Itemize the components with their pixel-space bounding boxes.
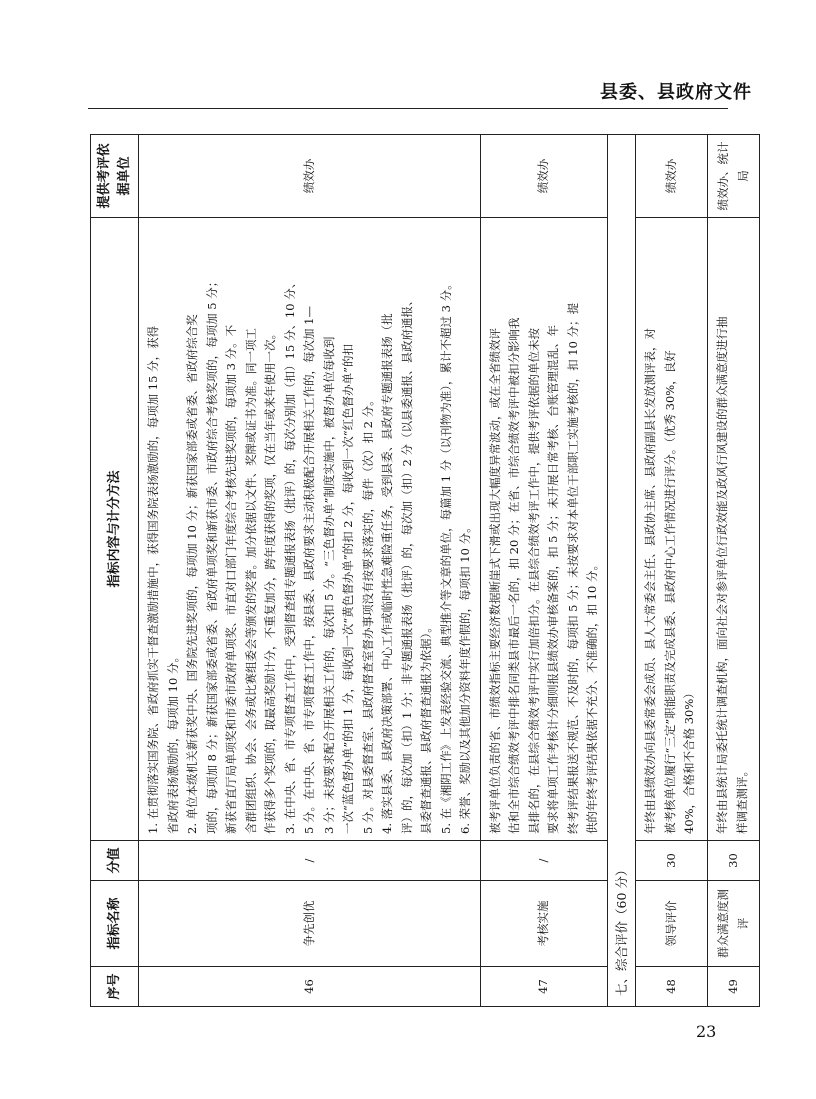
content-line: 项的，每项加 8 分；新获国家部委或省委、省政府单项奖和新获市委、市政府综合考核奖项的，每项加 5 分； [204,275,219,834]
page-header: 县委、县政府文件 [600,82,752,103]
rotated-table-container [90,135,750,1007]
content-line: 5 分。在中央、省、市专项督查工作中，按县委、县政府要求主动积极配合开展相关工作的，每次加 1— [302,306,316,834]
table-row [636,135,708,1007]
row-content [480,218,607,841]
row-seq: 49 [708,967,760,1007]
section-row [607,135,636,1007]
header-seq: 序号 [91,967,139,1007]
content-line: 县委督查通报、县政府督查通报为依据）。 [419,621,433,834]
section-label: 七、综合评价（60 分） [607,135,636,1007]
row-unit: 绩效办 [480,135,607,218]
content-line: 要求将单项工作考核计分细则报县绩效办审核备案的，扣 5 分；未开展日常考核、台账管理混乱、年 [546,324,560,834]
table-row [480,135,607,1007]
row-name: 考核实施 [480,881,607,967]
header-unit: 提供考评依据单位 [91,135,139,218]
row-content [708,218,760,841]
header-score: 分值 [91,841,139,881]
content-line: 5. 在《湘阴工作》上发表经验交流、典型推介等文章的单位，每篇加 1 分（以刊物为准），累计不超过 3 分。 [438,278,453,834]
content-line: 县排名的，在县综合绩效考评中实行加倍扣分。在县综合绩效考评工作中，提供考评依据的单位未按 [526,328,541,834]
page-number: 23 [696,1022,717,1041]
content-line: 含群团组织、协会、会务或比赛组委会等颁发的奖誉。加分依据以文件、奖牌或证书为准。同一项工 [243,328,258,834]
content-line: 作获得多个奖项的，取最高奖励计分，不重复加分，跨年度获得的奖项，仅在当年或来年使用一次。 [263,328,277,834]
content-line: 评）的，每次加（扣）1 分；非专题通报表扬（批评）的，每次加（扣）2 分（以县委通报、县政府通报、 [399,294,414,834]
header-content: 指标内容与计分方法 [91,218,139,841]
row-unit: 绩效办 [139,135,481,218]
content-line: 3. 在中央、省、市专项督查工作中，受到督查组专题通报表扬（批评）的，每次分别加（扣）15 分、10 分、 [282,276,297,834]
content-line: 新获省直厅局单项奖和市委市政府单项奖、市直对口部门年度综合考核先进奖项的，每项加 3 分。不 [224,324,238,834]
row-score: 30 [636,841,708,881]
row-name: 争先创优 [139,881,481,967]
row-seq: 48 [636,967,708,1007]
content-line: 估和全市综合绩效考评中排名同类县市最后一名的，扣 20 分；在省、市综合绩效考评中被扣分影响我 [507,317,521,834]
row-score: / [480,841,607,881]
content-line: 一次“蓝色督办单”的扣 1 分，每收到一次“黄色督办单”的扣 2 分，每收到一次“红色督办单”的扣 [341,343,355,834]
indicator-table [90,134,760,1007]
content-line: 年终由县统计局委托统计调查机构，面向社会对参评单位行政效能及政风行风建设的群众满意度进行抽 [715,316,729,834]
content-line: 2. 单位本级机关新获奖中央、国务院先进奖项的，每项加 10 分；新获国家部委或省委、省政府综合奖 [185,314,199,834]
table-header-row [91,135,139,1007]
row-unit: 绩效办 [636,135,708,218]
row-seq: 46 [139,967,481,1007]
row-content [636,218,708,841]
content-line: 年终由县绩效办向县委常委会成员、县人大常委会主任、县政协主席、县政府副县长发放测评表，对 [643,328,657,834]
row-unit: 绩效办、统计局 [708,135,760,218]
row-seq: 47 [480,967,607,1007]
content-line: 6. 荣誉、奖励以及其他加分资料年度作假的，每项扣 10 分。 [458,521,472,834]
content-line: 样调查测评。 [734,765,749,834]
content-line: 被考评单位负责的省、市绩效指标主要经济数据断崖式下滑或出现大幅度异常波动，或在全省绩效评 [487,328,502,834]
content-line: 1. 在贯彻落实国务院、省政府抓实干督查激励措施中，获得国务院表扬激励的，每项加 15 分，获得 [146,325,160,834]
row-score: / [139,841,481,881]
row-name: 领导评价 [636,881,708,967]
row-name: 群众满意度测评 [708,881,760,967]
row-score: 30 [708,841,760,881]
header-name: 指标名称 [91,881,139,967]
table-row [139,135,481,1007]
content-line: 省政府表扬激励的，每项加 10 分。 [165,651,180,834]
content-line: 供的年终考评结果依据不充分、不准确的，扣 10 分。 [585,559,599,834]
content-line: 4. 落实县委、县政府决策部署、中心工作或临时性急难险重任务，受到县委、县政府专题通报表扬（批 [380,313,394,834]
table-row [708,135,760,1007]
content-line: 40%，合格和不合格 30%） [682,687,696,834]
content-line: 被考核单位履行“三定”职能职责及完成县委、县政府中心工作情况进行评分。（优秀 30%，良好 [662,350,677,834]
row-content [139,218,481,841]
content-line: 终考评结果报送不规范、不及时的，每项扣 5 分；未按要求对本单位干部职工实施考核的，扣 10 分；提 [565,302,580,834]
content-line: 3 分；未按要求配合开展相关工作的，每次扣 5 分。“三色督办单”制度实施中，被督办单位每收到 [321,336,336,834]
content-line: 5 分。对县委督查室、县政府督查室督办事项没有按要求落实的，每件（次）扣 2 分。 [360,394,375,834]
header-rule [88,108,728,109]
